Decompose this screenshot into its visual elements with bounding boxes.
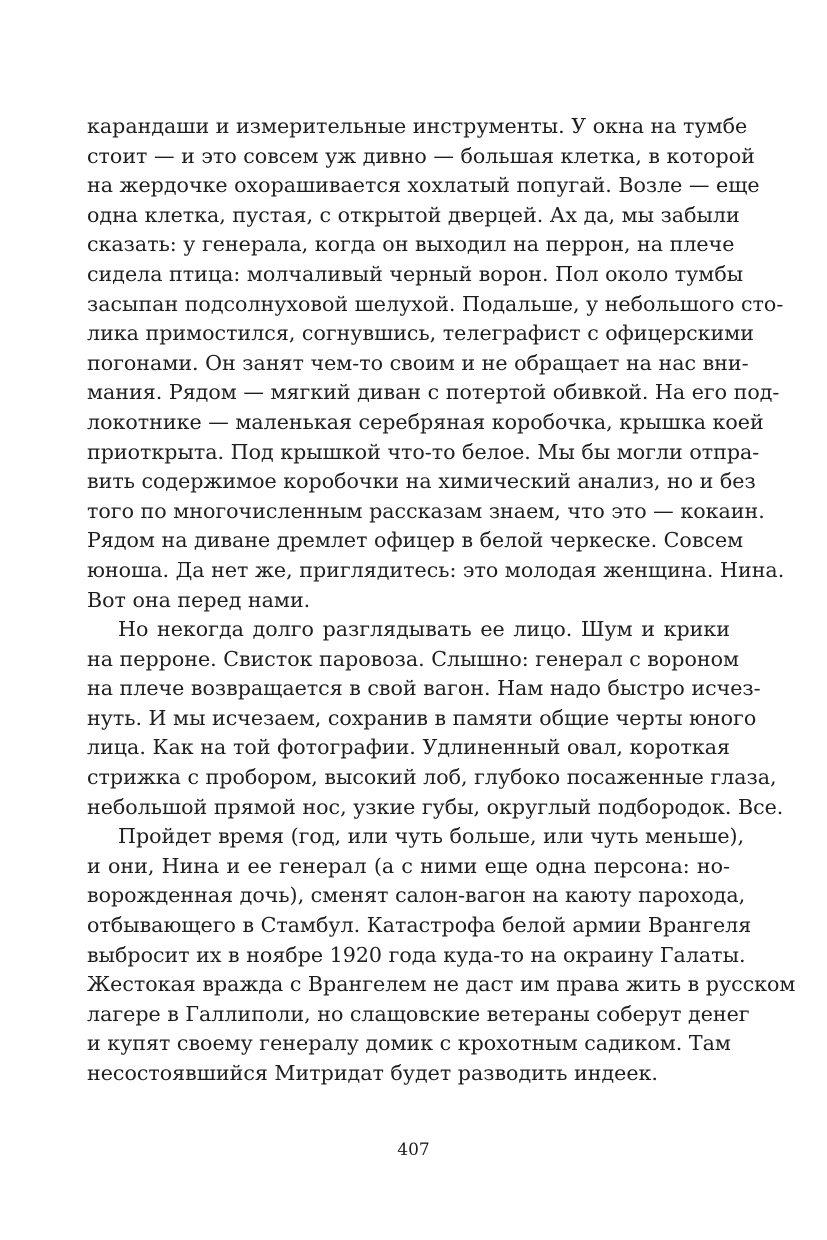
text-line: сидела птица: молчаливый черный ворон. Пол около тумбы (87, 261, 744, 286)
text-line: несостоявшийся Митридат будет разводить индеек. (87, 1061, 658, 1085)
text-line: погонами. Он занят чем-то своим и не обращает на нас вни- (87, 350, 749, 375)
text-line: лика примостился, согнувшись, телеграфист с офицерскими (87, 321, 755, 346)
paragraph-3 (87, 822, 796, 1088)
text-line: стрижка с пробором, высокий лоб, глубоко посаженные глаза, (87, 765, 777, 790)
text-line: отбывающего в Стамбул. Катастрофа белой армии Врангеля (87, 913, 752, 938)
text-line: юноша. Да нет же, приглядитесь: это молодая женщина. Нина. (87, 557, 785, 582)
text-line: Но некогда долго разглядывать ее лицо. Шум и крики (118, 617, 730, 642)
text-line: карандаши и измерительные инструменты. У окна на тумбе (87, 114, 748, 138)
paragraph-2 (87, 615, 784, 822)
text-line: ворожденная дочь), сменят салон-вагон на каюту парохода, (87, 883, 746, 908)
text-line: приоткрыта. Под крышкой что-то белое. Мы бы могли отпра- (87, 439, 760, 464)
text-line: и купят своему генералу домик с крохотным садиком. Там (87, 1031, 731, 1056)
text-line: мания. Рядом — мягкий диван с потертой обивкой. На его под- (87, 380, 780, 405)
text-line: стоит — и это совсем уж дивно — большая клетка, в которой (87, 143, 755, 168)
text-line: засыпан подсолнуховой шелухой. Подальше, у небольшого сто- (87, 291, 784, 316)
body-text (87, 112, 796, 1089)
paragraph-1 (87, 112, 785, 615)
text-line: локотнике — маленькая серебряная коробочка, крышка коей (87, 409, 764, 434)
text-line: нуть. И мы исчезаем, сохранив в памяти общие черты юного (87, 705, 757, 730)
text-line: Пройдет время (год, или чуть больше, или чуть меньше), (118, 824, 745, 849)
text-line: на перроне. Свисток паровоза. Слышно: генерал с вороном (87, 646, 739, 671)
text-line: одна клетка, пустая, с открытой дверцей. Ах да, мы забыли (87, 202, 740, 227)
text-line: и они, Нина и ее генерал (а с ними еще одна персона: но- (87, 853, 730, 878)
text-line: выбросит их в ноябре 1920 года куда-то на окраину Галаты. (87, 942, 746, 967)
text-line: Рядом на диване дремлет офицер в белой черкеске. Совсем (87, 528, 744, 553)
text-line: сказать: у генерала, когда он выходил на перрон, на плече (87, 232, 735, 257)
text-line: лагере в Галлиполи, но слащовские ветераны соберут денег (87, 1001, 750, 1026)
text-line: небольшой прямой нос, узкие губы, округлый подбородок. Все. (87, 794, 784, 819)
text-line: того по многочисленным рассказам знаем, что это — кокаин. (87, 498, 765, 523)
text-line: лица. Как на той фотографии. Удлиненный овал, короткая (87, 735, 730, 760)
text-line: на плече возвращается в свой вагон. Нам надо быстро исчез- (87, 676, 761, 701)
text-line: вить содержимое коробочки на химический анализ, но и без (87, 469, 756, 494)
text-line: Вот она перед нами. (87, 587, 311, 612)
page-number: 407 (397, 1140, 430, 1160)
text-line: на жердочке охорашивается хохлатый попугай. Возле — еще (87, 173, 760, 198)
text-line: Жестокая вражда с Врангелем не даст им права жить в русском (87, 972, 796, 997)
